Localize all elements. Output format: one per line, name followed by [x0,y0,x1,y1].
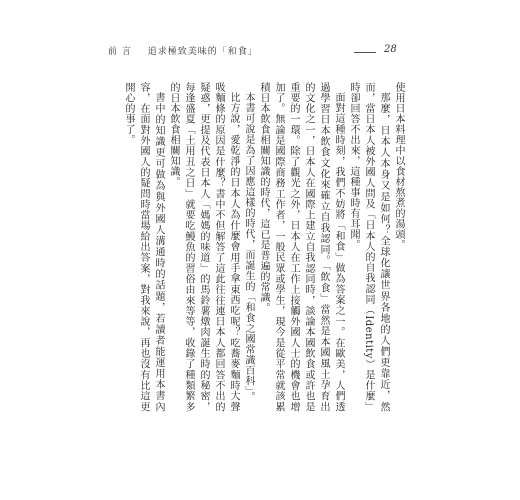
header-rule [354,52,376,53]
paragraph: 面對這種時刻，我們不妨將「和食」做為答案之一。在歐美，人們透過學習日本飲食文化來確立自我認同。「飲食」當然是本國風土孕育出的文化之一，日本人在國際上建立自我認同時，談論本國飲食或許也是重要的一環。除了觀光之外，日本人在工作上接觸外國人士的機會也增加了。無論是國際商務工作者，一般民眾或學生，現今是從平常就該累積日本飲食相關知識的時代，這已是普遍的常識。 [258,82,344,412]
paragraph: 比方說，愛乾淨的日本人為什麼會用手拿東西吃呢？吃蕎麥麵時大聲吸麵條的原因是什麼？書中不但解答了這此往往連日本人都回答不出的疑惑，更提及代表日本人「媽媽的味道」的馬鈴薯燉肉誕生時的秘密，每逢盛夏「土用丑之日」就要吃鰻魚的習俗由來等等，收錄了種類繁多的日本飲食相關知識。 [168,82,239,412]
chapter-title: 追求極致美味的「和食」 [147,47,258,57]
section-label: 前 言 [108,47,132,57]
page-number: 28 [384,44,397,55]
paragraph: 本書可說是為了因應這樣的時代，而誕生的「和食之國常識百科」。 [243,92,254,402]
paragraph: 使用日本料理中以食材熬煮的湯頭。 [393,82,404,250]
paragraph: 書中的知識更可做為與外國人溝通時的話題，若讀者能運用本書內容，在面對外國人的疑問時當場給出答案，對我來說，再也沒有比這更開心的事了。 [123,82,164,412]
body-text [123,82,406,412]
paragraph: 那麼，日本人本身又是如何？全球化讓世界各地的人們更靠近，然而，當日本人被外國人問及「日本人的自我認同（Identity）是什麼」時卻回答不出來，這種事時有耳聞。 [348,82,389,412]
